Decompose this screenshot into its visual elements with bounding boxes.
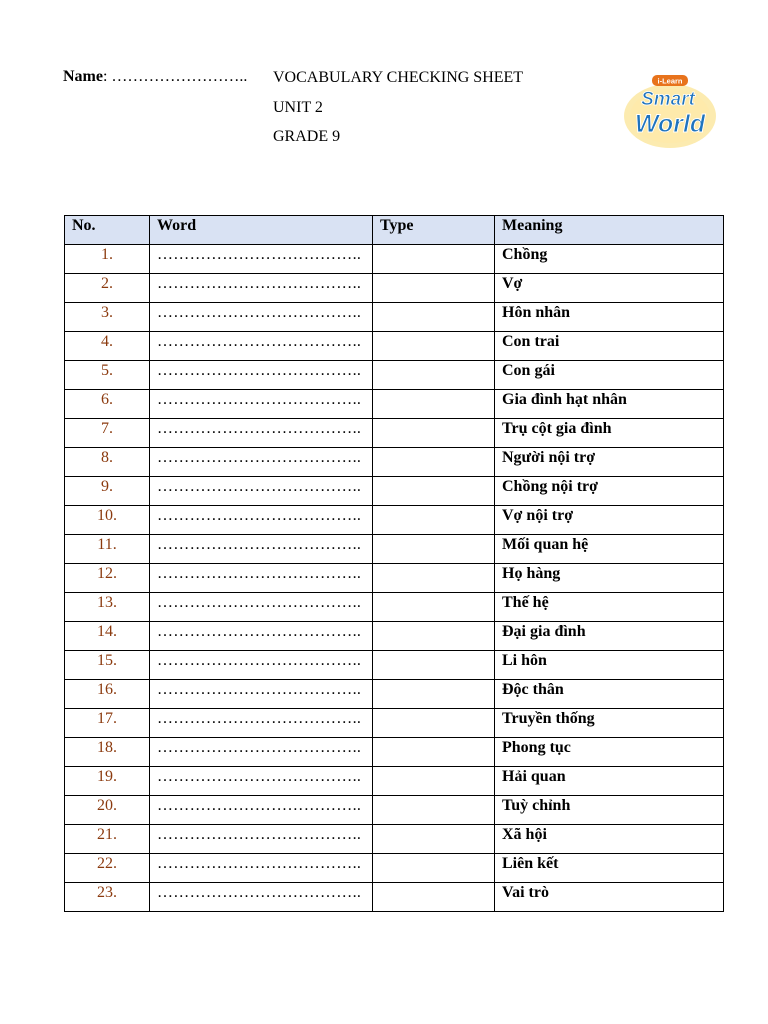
unit-label: UNIT 2	[273, 98, 323, 116]
row-number: 5.	[65, 361, 150, 390]
meaning-cell: Phong tục	[495, 738, 724, 767]
table-row	[65, 825, 724, 854]
word-blank[interactable]: ………………………………..	[150, 564, 373, 593]
meaning-cell: Thế hệ	[495, 593, 724, 622]
table-row	[65, 274, 724, 303]
row-number: 6.	[65, 390, 150, 419]
table-row	[65, 738, 724, 767]
type-cell[interactable]	[373, 622, 495, 651]
table-row	[65, 477, 724, 506]
meaning-cell: Vai trò	[495, 883, 724, 912]
type-cell[interactable]	[373, 564, 495, 593]
type-cell[interactable]	[373, 361, 495, 390]
meaning-cell: Tuỳ chỉnh	[495, 796, 724, 825]
word-blank[interactable]: ………………………………..	[150, 680, 373, 709]
row-number: 14.	[65, 622, 150, 651]
type-cell[interactable]	[373, 274, 495, 303]
word-blank[interactable]: ………………………………..	[150, 303, 373, 332]
table-body	[65, 245, 724, 912]
row-number: 2.	[65, 274, 150, 303]
grade-label: GRADE 9	[273, 128, 341, 145]
type-cell[interactable]	[373, 419, 495, 448]
word-blank[interactable]: ………………………………..	[150, 332, 373, 361]
col-header-type: Type	[373, 216, 495, 245]
type-cell[interactable]	[373, 477, 495, 506]
row-number: 17.	[65, 709, 150, 738]
type-cell[interactable]	[373, 506, 495, 535]
row-number: 4.	[65, 332, 150, 361]
meaning-cell: Vợ nội trợ	[495, 506, 724, 535]
meaning-cell: Xã hội	[495, 825, 724, 854]
word-blank[interactable]: ………………………………..	[150, 274, 373, 303]
word-blank[interactable]: ………………………………..	[150, 506, 373, 535]
meaning-cell: Li hôn	[495, 651, 724, 680]
table-header-row	[65, 216, 724, 245]
row-number: 19.	[65, 767, 150, 796]
type-cell[interactable]	[373, 651, 495, 680]
type-cell[interactable]	[373, 738, 495, 767]
table-row	[65, 390, 724, 419]
meaning-cell: Hôn nhân	[495, 303, 724, 332]
word-blank[interactable]: ………………………………..	[150, 622, 373, 651]
type-cell[interactable]	[373, 680, 495, 709]
table-row	[65, 303, 724, 332]
row-number: 12.	[65, 564, 150, 593]
table-row	[65, 593, 724, 622]
word-blank[interactable]: ………………………………..	[150, 419, 373, 448]
type-cell[interactable]	[373, 535, 495, 564]
smart-world-logo	[620, 72, 720, 150]
word-blank[interactable]: ………………………………..	[150, 767, 373, 796]
row-number: 22.	[65, 854, 150, 883]
col-header-word: Word	[150, 216, 373, 245]
type-cell[interactable]	[373, 825, 495, 854]
word-blank[interactable]: ………………………………..	[150, 709, 373, 738]
table-row	[65, 361, 724, 390]
type-cell[interactable]	[373, 883, 495, 912]
meaning-cell: Liên kết	[495, 854, 724, 883]
type-cell[interactable]	[373, 448, 495, 477]
row-number: 13.	[65, 593, 150, 622]
row-number: 11.	[65, 535, 150, 564]
name-blank: : ……………………..	[102, 68, 248, 85]
logo-line2: World	[634, 110, 706, 138]
type-cell[interactable]	[373, 709, 495, 738]
table-row	[65, 709, 724, 738]
word-blank[interactable]: ………………………………..	[150, 390, 373, 419]
word-blank[interactable]: ………………………………..	[150, 361, 373, 390]
word-blank[interactable]: ………………………………..	[150, 245, 373, 274]
row-number: 15.	[65, 651, 150, 680]
row-number: 16.	[65, 680, 150, 709]
meaning-cell: Truyền thống	[495, 709, 724, 738]
table-row	[65, 854, 724, 883]
type-cell[interactable]	[373, 767, 495, 796]
meaning-cell: Đại gia đình	[495, 622, 724, 651]
table-row	[65, 680, 724, 709]
word-blank[interactable]: ………………………………..	[150, 593, 373, 622]
row-number: 10.	[65, 506, 150, 535]
table-row	[65, 767, 724, 796]
logo-badge-text: i-Learn	[657, 76, 683, 86]
meaning-cell: Người nội trợ	[495, 448, 724, 477]
vocabulary-table	[64, 215, 724, 912]
table-row	[65, 245, 724, 274]
word-blank[interactable]: ………………………………..	[150, 477, 373, 506]
row-number: 18.	[65, 738, 150, 767]
meaning-cell: Hải quan	[495, 767, 724, 796]
meaning-cell: Họ hàng	[495, 564, 724, 593]
col-header-no: No.	[65, 216, 150, 245]
meaning-cell: Mối quan hệ	[495, 535, 724, 564]
row-number: 21.	[65, 825, 150, 854]
word-blank[interactable]: ………………………………..	[150, 535, 373, 564]
name-label: Name	[63, 68, 103, 85]
type-cell[interactable]	[373, 332, 495, 361]
sheet-title: VOCABULARY CHECKING SHEET	[273, 69, 524, 86]
word-blank[interactable]: ………………………………..	[150, 796, 373, 825]
sheet-header	[273, 68, 523, 157]
row-number: 3.	[65, 303, 150, 332]
type-cell[interactable]	[373, 245, 495, 274]
meaning-cell: Chồng nội trợ	[495, 477, 724, 506]
table-row	[65, 651, 724, 680]
col-header-meaning: Meaning	[495, 216, 724, 245]
table-row	[65, 796, 724, 825]
table-row	[65, 332, 724, 361]
name-line	[63, 68, 247, 86]
meaning-cell: Trụ cột gia đình	[495, 419, 724, 448]
table-row	[65, 883, 724, 912]
meaning-cell: Con gái	[495, 361, 724, 390]
meaning-cell: Vợ	[495, 274, 724, 303]
meaning-cell: Gia đình hạt nhân	[495, 390, 724, 419]
table-row	[65, 535, 724, 564]
type-cell[interactable]	[373, 796, 495, 825]
row-number: 8.	[65, 448, 150, 477]
row-number: 23.	[65, 883, 150, 912]
logo-line1: Smart	[641, 89, 695, 110]
table-row	[65, 622, 724, 651]
word-blank[interactable]: ………………………………..	[150, 738, 373, 767]
table-row	[65, 419, 724, 448]
meaning-cell: Độc thân	[495, 680, 724, 709]
word-blank[interactable]: ………………………………..	[150, 854, 373, 883]
meaning-cell: Con trai	[495, 332, 724, 361]
table-row	[65, 506, 724, 535]
type-cell[interactable]	[373, 303, 495, 332]
row-number: 1.	[65, 245, 150, 274]
word-blank[interactable]: ………………………………..	[150, 651, 373, 680]
row-number: 7.	[65, 419, 150, 448]
word-blank[interactable]: ………………………………..	[150, 825, 373, 854]
type-cell[interactable]	[373, 390, 495, 419]
row-number: 20.	[65, 796, 150, 825]
word-blank[interactable]: ………………………………..	[150, 883, 373, 912]
type-cell[interactable]	[373, 854, 495, 883]
type-cell[interactable]	[373, 593, 495, 622]
word-blank[interactable]: ………………………………..	[150, 448, 373, 477]
meaning-cell: Chồng	[495, 245, 724, 274]
row-number: 9.	[65, 477, 150, 506]
table-row	[65, 564, 724, 593]
table-row	[65, 448, 724, 477]
